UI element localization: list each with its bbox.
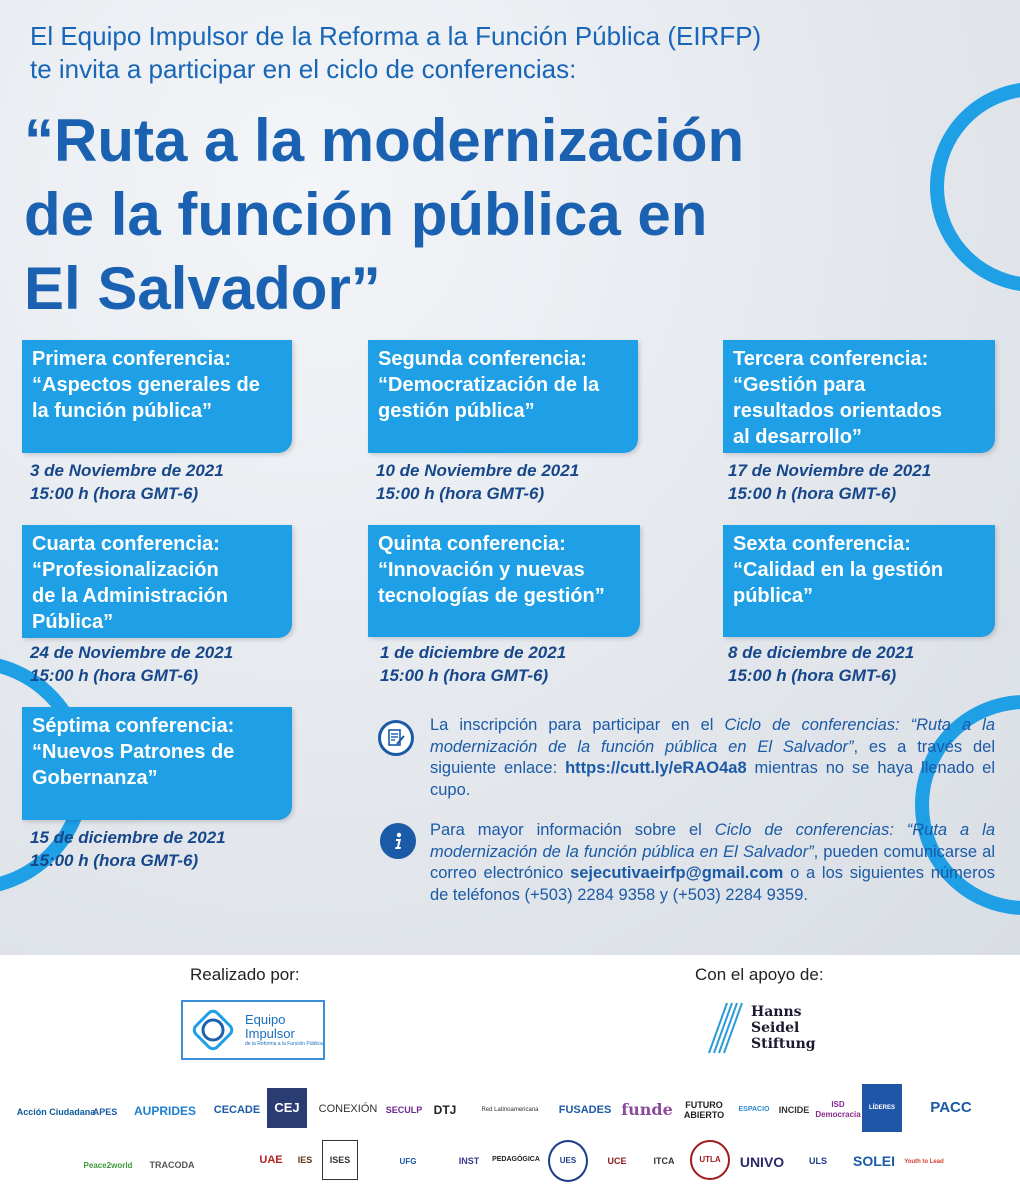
conference-topic: “Profesionalización bbox=[32, 559, 219, 581]
title-line-2: de la función pública en bbox=[24, 181, 708, 248]
event-title bbox=[24, 104, 984, 326]
conference-heading: Segunda conferencia: bbox=[378, 348, 587, 370]
org-logo: SOLEI bbox=[852, 1153, 895, 1169]
org-logo: Youth to Lead bbox=[904, 1159, 944, 1165]
conference-date: 1 de diciembre de 2021 bbox=[380, 643, 567, 662]
more-info-text: , pueden comunicarse al correo electrónico bbox=[430, 842, 995, 882]
conference-topic: “Democratización de la bbox=[378, 374, 600, 396]
intro-text bbox=[30, 20, 970, 86]
org-logo: FUTURO ABIERTO bbox=[683, 1100, 725, 1120]
conference-topic: al desarrollo” bbox=[733, 426, 862, 448]
org-logo: UFG bbox=[399, 1157, 417, 1166]
conference-topic: resultados orientados bbox=[733, 400, 942, 422]
more-info bbox=[430, 820, 995, 906]
contact-email[interactable]: sejecutivaeirfp@gmail.com bbox=[570, 864, 784, 882]
hss-line1: Hanns bbox=[751, 1004, 802, 1020]
eirfp-logo-line2: Impulsor bbox=[245, 1026, 295, 1041]
conference-4-schedule bbox=[30, 641, 233, 687]
conference-topic: Gobernanza” bbox=[32, 767, 158, 789]
conference-topic: “Nuevos Patrones de bbox=[32, 741, 235, 763]
registration-info bbox=[430, 715, 995, 801]
registration-link[interactable]: https://cutt.ly/eRAO4a8 bbox=[565, 759, 747, 777]
conference-6-schedule bbox=[728, 641, 914, 687]
org-logo: APES bbox=[92, 1107, 118, 1117]
conference-date: 24 de Noviembre de 2021 bbox=[30, 643, 234, 662]
conference-topic: “Gestión para bbox=[733, 374, 866, 396]
eirfp-logo-icon bbox=[189, 1006, 237, 1054]
conference-time: 15:00 h (hora GMT-6) bbox=[30, 851, 199, 870]
conference-heading: Primera conferencia: bbox=[32, 348, 231, 370]
conference-4-box bbox=[22, 525, 292, 638]
org-logo: UAE bbox=[259, 1154, 283, 1166]
conference-time: 15:00 h (hora GMT-6) bbox=[30, 484, 199, 503]
org-logo: funde bbox=[621, 1100, 673, 1119]
conference-time: 15:00 h (hora GMT-6) bbox=[376, 484, 545, 503]
conference-heading: Séptima conferencia: bbox=[32, 715, 235, 737]
org-logo: FUSADES bbox=[558, 1104, 612, 1116]
org-logo: UNIVO bbox=[739, 1154, 785, 1170]
support-label: Con el apoyo de: bbox=[695, 965, 824, 984]
conference-time: 15:00 h (hora GMT-6) bbox=[380, 666, 549, 685]
conference-5-box bbox=[368, 525, 640, 637]
org-logo: PEDAGÓGICA bbox=[492, 1156, 540, 1163]
org-logo: SECULP bbox=[385, 1105, 423, 1115]
title-line-3: El Salvador” bbox=[24, 255, 381, 322]
org-logo: IES bbox=[297, 1155, 313, 1165]
conference-topic: tecnologías de gestión” bbox=[378, 585, 605, 607]
org-logo: ESPACIO bbox=[738, 1106, 770, 1113]
eirfp-logo-sub: de la Reforma a la Función Pública bbox=[245, 1041, 323, 1047]
org-logo: Acción Ciudadana bbox=[16, 1107, 96, 1117]
org-logo: TRACODA bbox=[149, 1160, 195, 1170]
hanns-seidel-logo bbox=[705, 995, 825, 1061]
conference-topic: la función pública” bbox=[32, 400, 213, 422]
org-logo: Red Latinoamericana bbox=[481, 1107, 539, 1113]
conference-topic: Pública” bbox=[32, 611, 114, 633]
conference-2-schedule bbox=[376, 459, 579, 505]
info-icon bbox=[380, 823, 416, 859]
conference-topic: gestión pública” bbox=[378, 400, 535, 422]
cycle-name: Ciclo de conferencias: “Ruta a la modernización de la función pública en El Salvador” bbox=[430, 716, 996, 756]
eirfp-logo-line1: Equipo bbox=[245, 1012, 286, 1027]
hss-line2: Seidel bbox=[751, 1020, 800, 1036]
org-logo: ITCA bbox=[653, 1156, 675, 1166]
conference-topic: “Aspectos generales de bbox=[32, 374, 260, 396]
conference-heading: Cuarta conferencia: bbox=[32, 533, 220, 555]
conference-topic: pública” bbox=[733, 585, 814, 607]
hss-line3: Stiftung bbox=[751, 1036, 816, 1052]
conference-3-box bbox=[723, 340, 995, 453]
conference-3-schedule bbox=[728, 459, 931, 505]
org-logo: CECADE bbox=[213, 1104, 261, 1116]
org-logo: Peace2world bbox=[83, 1161, 133, 1170]
org-logo: ISES bbox=[322, 1140, 358, 1180]
org-logo: DTJ bbox=[433, 1103, 457, 1117]
conference-topic: de la Administración bbox=[32, 585, 228, 607]
intro-line-2: te invita a participar en el ciclo de conferencias: bbox=[30, 54, 577, 84]
title-line-1: “Ruta a la modernización bbox=[24, 107, 745, 174]
made-by-label: Realizado por: bbox=[190, 965, 300, 984]
conference-time: 15:00 h (hora GMT-6) bbox=[728, 666, 897, 685]
conference-date: 10 de Noviembre de 2021 bbox=[376, 461, 580, 480]
cycle-name: Ciclo de conferencias: “Ruta a la modernización de la función pública en El Salvador” bbox=[430, 821, 995, 861]
org-logo: CONEXIÓN bbox=[318, 1103, 378, 1115]
conference-date: 3 de Noviembre de 2021 bbox=[30, 461, 224, 480]
registration-text: mientras no se haya llenado el cupo. bbox=[430, 759, 995, 799]
org-logo: PACC bbox=[930, 1099, 972, 1116]
conference-6-box bbox=[723, 525, 995, 637]
org-logo: UTLA bbox=[690, 1140, 730, 1180]
conference-date: 17 de Noviembre de 2021 bbox=[728, 461, 932, 480]
org-logo: AUPRIDES bbox=[133, 1104, 196, 1118]
conference-topic: “Innovación y nuevas bbox=[378, 559, 585, 581]
eirfp-logo bbox=[181, 1000, 325, 1060]
conference-heading: Tercera conferencia: bbox=[733, 348, 929, 370]
registration-text: , es a través del siguiente enlace: bbox=[430, 737, 995, 777]
registration-text: La inscripción para participar en el bbox=[430, 716, 725, 734]
conference-date: 8 de diciembre de 2021 bbox=[728, 643, 915, 662]
org-logo: INCIDE bbox=[778, 1105, 810, 1115]
org-logo: CEJ bbox=[267, 1088, 307, 1128]
conference-7-box bbox=[22, 707, 292, 820]
conference-2-box bbox=[368, 340, 638, 453]
form-icon bbox=[378, 720, 414, 756]
conference-5-schedule bbox=[380, 641, 566, 687]
org-logo: ULS bbox=[809, 1156, 827, 1166]
conference-topic: “Calidad en la gestión bbox=[733, 559, 944, 581]
org-logo: LÍDERES bbox=[862, 1084, 902, 1132]
conference-heading: Quinta conferencia: bbox=[378, 533, 566, 555]
intro-line-1: El Equipo Impulsor de la Reforma a la Función Pública (EIRFP) bbox=[30, 21, 762, 51]
org-logo: UES bbox=[548, 1140, 588, 1182]
org-logo: UCE bbox=[607, 1156, 627, 1166]
org-logo: INST bbox=[458, 1156, 480, 1166]
conference-date: 15 de diciembre de 2021 bbox=[30, 828, 226, 847]
hss-stripes-icon bbox=[705, 999, 745, 1057]
more-info-text: Para mayor información sobre el bbox=[430, 821, 715, 839]
more-info-text: o a los siguientes números de teléfonos (+503) 2284 9358 y (+503) 2284 9359. bbox=[430, 864, 995, 904]
conference-time: 15:00 h (hora GMT-6) bbox=[30, 666, 199, 685]
conference-7-schedule bbox=[30, 826, 226, 872]
conference-heading: Sexta conferencia: bbox=[733, 533, 911, 555]
conference-time: 15:00 h (hora GMT-6) bbox=[728, 484, 897, 503]
conference-1-box bbox=[22, 340, 292, 453]
org-logo: ISD Democracia bbox=[815, 1100, 861, 1119]
conference-1-schedule bbox=[30, 459, 224, 505]
